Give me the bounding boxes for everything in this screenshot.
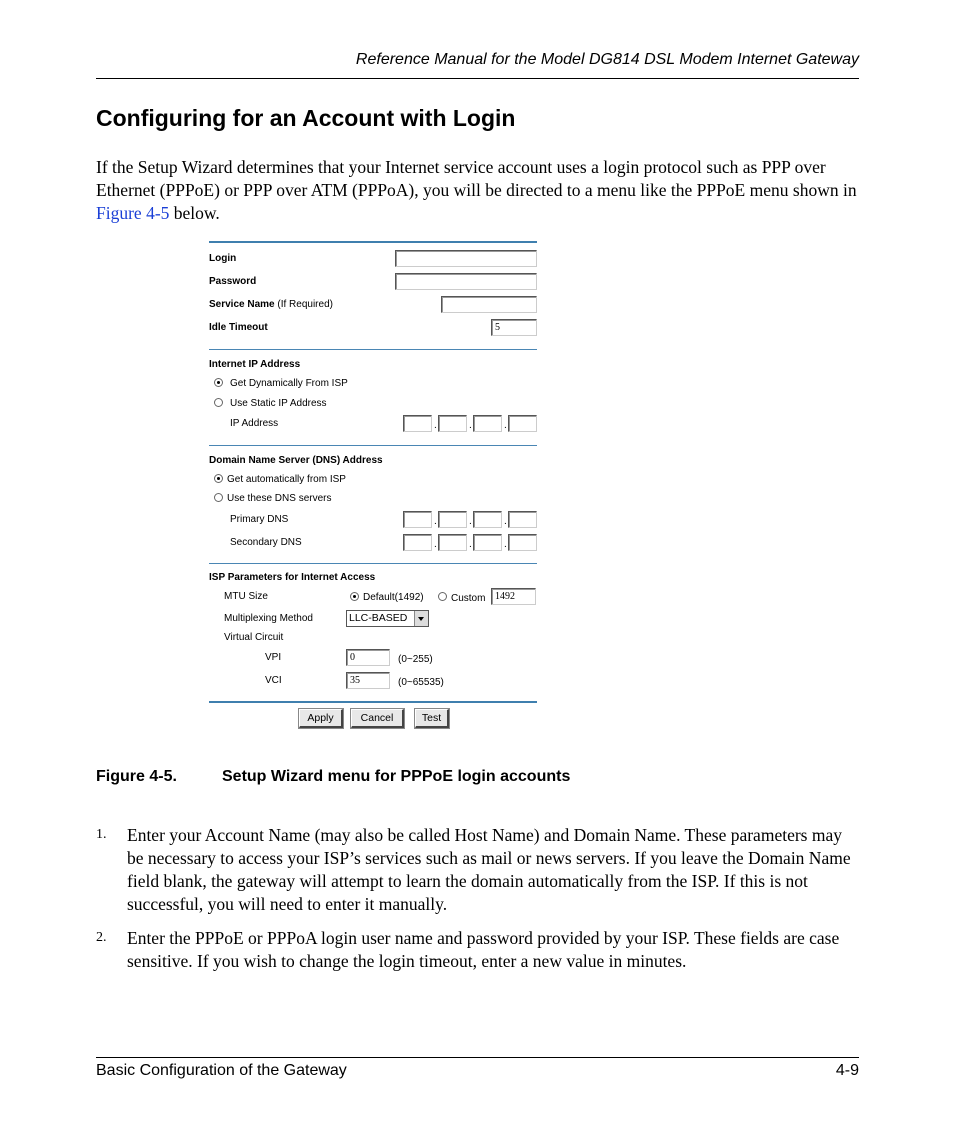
- multiplexing-method-value: LLC-BASED: [349, 612, 408, 624]
- ip-address-label: IP Address: [230, 418, 279, 429]
- step-text: Enter your Account Name (may also be called Host Name) and Domain Name. These parameters may be necessary to access your ISP’s services such as mail or news servers. If you leave the Domain Name field blank, the gateway will attempt to learn the domain automatically from the ISP. If this is not successful, you will need to enter it manually.: [127, 825, 851, 914]
- secondary-dns-octet-1[interactable]: [403, 534, 432, 551]
- ip-dot: .: [504, 420, 507, 431]
- use-static-ip-radio[interactable]: [214, 398, 223, 407]
- vpi-range: (0~255): [398, 654, 433, 665]
- ip-dot: .: [469, 516, 472, 527]
- figure-top-rule: [209, 241, 537, 243]
- running-header: Reference Manual for the Model DG814 DSL Modem Internet Gateway: [355, 51, 859, 68]
- ip-octet-2[interactable]: [438, 415, 467, 432]
- ip-octet-1[interactable]: [403, 415, 432, 432]
- footer-chapter-title: Basic Configuration of the Gateway: [96, 1062, 347, 1079]
- dns-auto-radio[interactable]: [214, 474, 223, 483]
- header-rule: [96, 78, 859, 79]
- password-label: Password: [209, 276, 257, 287]
- ip-dot: .: [434, 516, 437, 527]
- figure-divider: [209, 563, 537, 564]
- section-title: Configuring for an Account with Login: [96, 105, 516, 131]
- primary-dns-octet-4[interactable]: [508, 511, 537, 528]
- figure-divider: [209, 445, 537, 446]
- intro-text: If the Setup Wizard determines that your Internet service account uses a login protocol such as PPP over Ethernet (PPPoE) or PPP over ATM (PPPoA), you will be directed to a menu like the PPPoE menu shown in: [96, 157, 857, 200]
- dns-manual-radio[interactable]: [214, 493, 223, 502]
- primary-dns-octet-1[interactable]: [403, 511, 432, 528]
- service-name-label-row: [209, 299, 333, 310]
- dns-heading: Domain Name Server (DNS) Address: [209, 455, 383, 466]
- footer-rule: [96, 1057, 859, 1058]
- dns-manual-label: Use these DNS servers: [227, 493, 332, 504]
- chevron-down-icon[interactable]: [414, 611, 428, 626]
- multiplexing-method-select[interactable]: [346, 610, 429, 627]
- ip-dot: .: [469, 539, 472, 550]
- mtu-custom-input[interactable]: 1492: [491, 588, 536, 605]
- vci-range: (0~65535): [398, 677, 444, 688]
- secondary-dns-octet-4[interactable]: [508, 534, 537, 551]
- test-button[interactable]: Test: [415, 709, 449, 728]
- get-dynamic-ip-label: Get Dynamically From ISP: [230, 378, 348, 389]
- vci-input[interactable]: 35: [346, 672, 390, 689]
- step-text: Enter the PPPoE or PPPoA login user name and password provided by your ISP. These fields are case sensitive. If you wish to change the login timeout, enter a new value in minutes.: [127, 928, 840, 971]
- service-name-label: Service Name: [209, 299, 275, 310]
- login-label: Login: [209, 253, 237, 264]
- step-number: 2.: [96, 930, 107, 945]
- primary-dns-octet-3[interactable]: [473, 511, 502, 528]
- vpi-label: VPI: [265, 652, 282, 663]
- secondary-dns-label: Secondary DNS: [230, 537, 302, 548]
- apply-button[interactable]: Apply: [299, 709, 343, 728]
- mtu-size-label: MTU Size: [224, 591, 268, 602]
- vpi-input[interactable]: 0: [346, 649, 390, 666]
- service-name-input[interactable]: [441, 296, 537, 313]
- ip-dot: .: [434, 420, 437, 431]
- virtual-circuit-label: Virtual Circuit: [224, 632, 284, 643]
- use-static-ip-label: Use Static IP Address: [230, 398, 327, 409]
- figure-link[interactable]: Figure 4-5: [96, 203, 170, 223]
- step-number: 1.: [96, 827, 107, 842]
- secondary-dns-octet-3[interactable]: [473, 534, 502, 551]
- intro-paragraph: [96, 156, 861, 225]
- mtu-custom-label: Custom: [451, 593, 486, 604]
- figure-caption-text: Setup Wizard menu for PPPoE login accounts: [222, 768, 571, 785]
- intro-text-end: below.: [169, 203, 220, 223]
- mtu-custom-radio[interactable]: [438, 592, 447, 601]
- isp-params-heading: ISP Parameters for Internet Access: [209, 572, 376, 583]
- figure-divider: [209, 349, 537, 350]
- ip-dot: .: [434, 539, 437, 550]
- primary-dns-octet-2[interactable]: [438, 511, 467, 528]
- idle-timeout-input[interactable]: 5: [491, 319, 537, 336]
- ip-octet-3[interactable]: [473, 415, 502, 432]
- secondary-dns-octet-2[interactable]: [438, 534, 467, 551]
- idle-timeout-label: Idle Timeout: [209, 322, 268, 333]
- get-dynamic-ip-radio[interactable]: [214, 378, 223, 387]
- internet-ip-heading: Internet IP Address: [209, 359, 301, 370]
- login-input[interactable]: [395, 250, 537, 267]
- primary-dns-label: Primary DNS: [230, 514, 289, 525]
- ip-dot: .: [469, 420, 472, 431]
- cancel-button[interactable]: Cancel: [351, 709, 404, 728]
- mtu-default-radio[interactable]: [350, 592, 359, 601]
- figure-caption-number: Figure 4-5.: [96, 768, 177, 785]
- page-number: 4-9: [835, 1062, 859, 1079]
- vci-label: VCI: [265, 675, 282, 686]
- service-name-hint: (If Required): [277, 299, 333, 310]
- figure-bottom-rule: [209, 701, 537, 703]
- password-input[interactable]: [395, 273, 537, 290]
- ip-octet-4[interactable]: [508, 415, 537, 432]
- ip-dot: .: [504, 516, 507, 527]
- mtu-default-label: Default(1492): [363, 592, 424, 603]
- multiplexing-method-label: Multiplexing Method: [224, 613, 313, 624]
- ip-dot: .: [504, 539, 507, 550]
- dns-auto-label: Get automatically from ISP: [227, 474, 346, 485]
